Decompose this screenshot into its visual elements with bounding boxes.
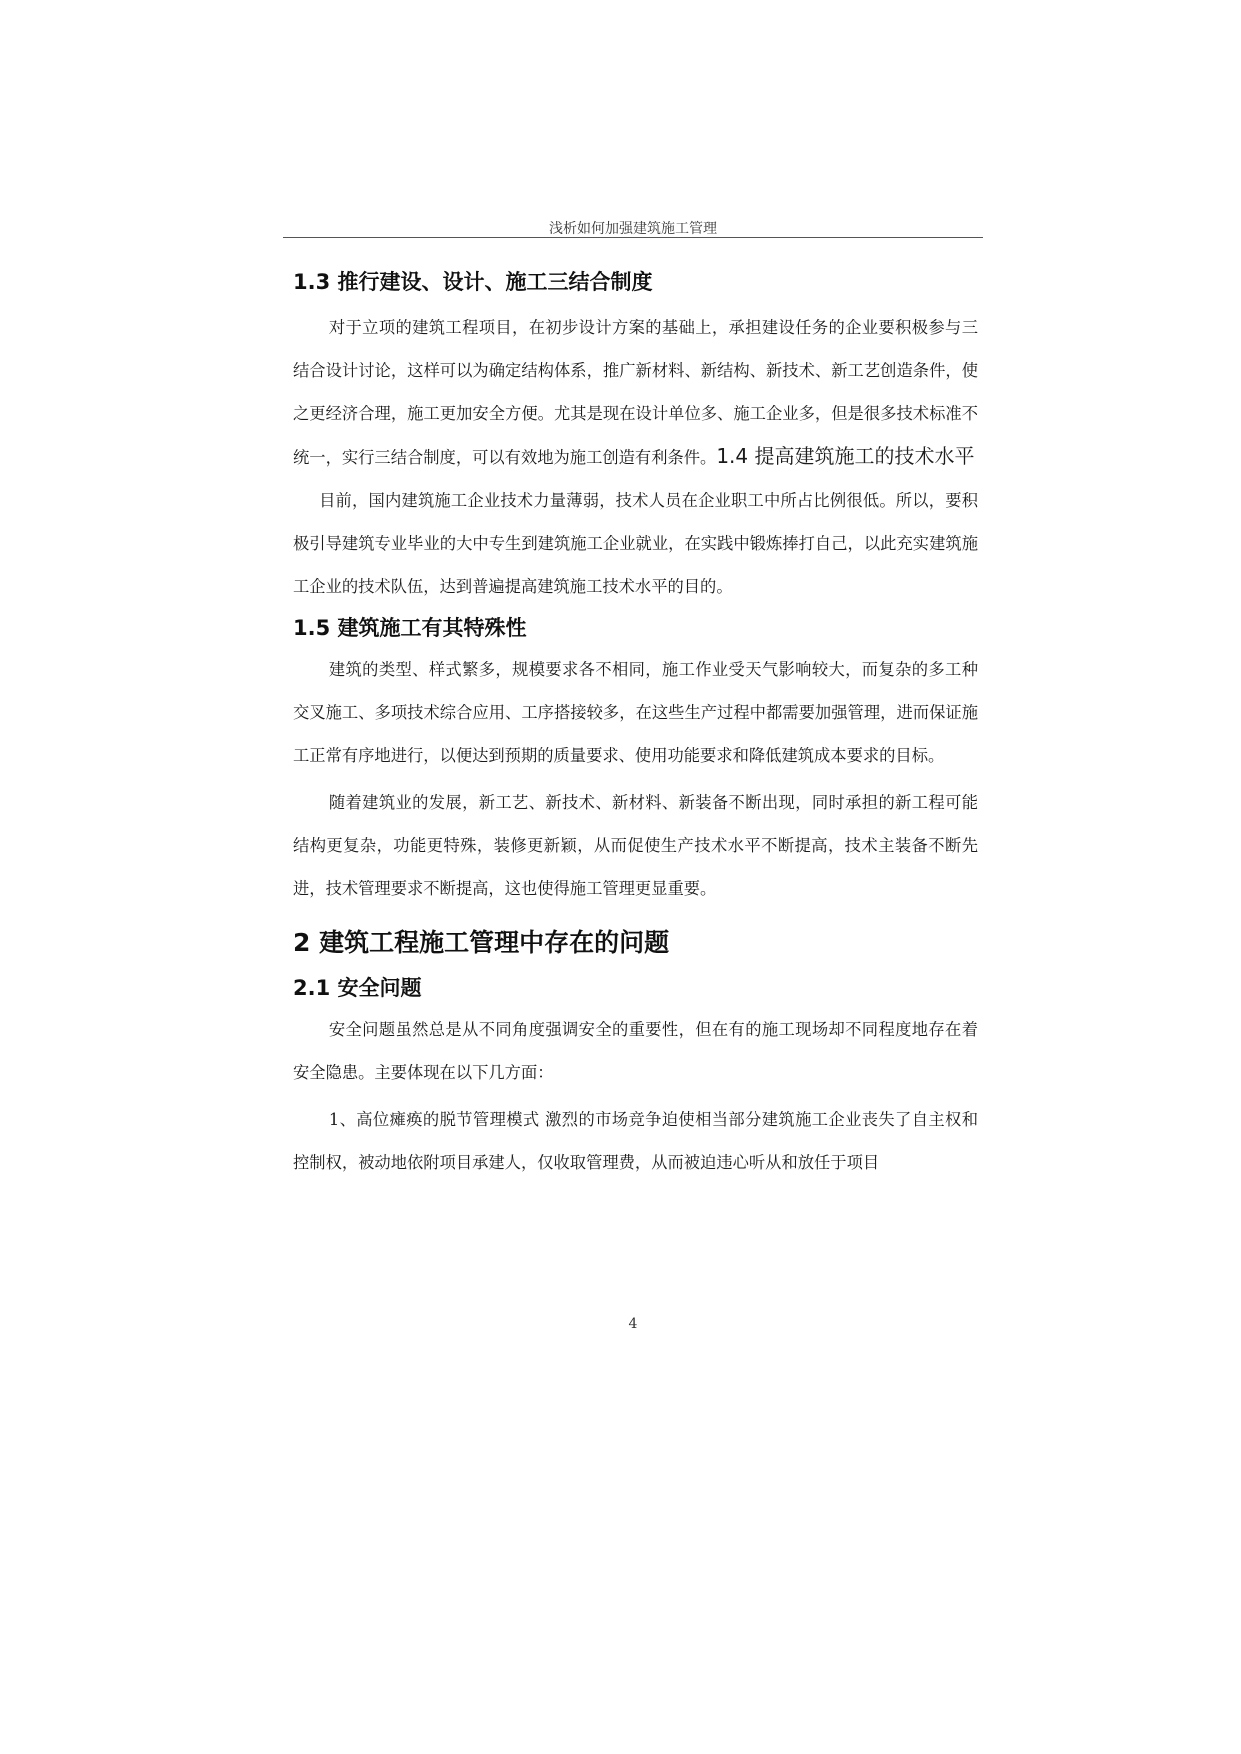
paragraph-2-1-b: 1、高位瘫痪的脱节管理模式 激烈的市场竞争迫使相当部分建筑施工企业丧失了自主权和控制权，被动地依附项目承建人，仅收取管理费，从而被迫违心听从和放任于项目 <box>293 1110 978 1172</box>
page-number: 4 <box>628 1316 638 1332</box>
section-heading-1-5: 1.5 建筑施工有其特殊性 <box>293 616 527 640</box>
section-heading-1-4-inline: 1.4 提高建筑施工的技术水平 <box>716 444 975 468</box>
running-header: 浅析如何加强建筑施工管理 <box>549 221 717 237</box>
chapter-heading-2: 2 建筑工程施工管理中存在的问题 <box>293 928 670 957</box>
header-divider <box>283 237 983 238</box>
section-heading-1-3: 1.3 推行建设、设计、施工三结合制度 <box>293 270 653 294</box>
page-body <box>293 262 978 1184</box>
paragraph-1-3 <box>293 306 978 479</box>
paragraph-1-4: 目前，国内建筑施工企业技术力量薄弱，技术人员在企业职工中所占比例很低。所以，要积极引导建筑专业毕业的大中专生到建筑施工企业就业，在实践中锻炼捧打自己，以此充实建筑施工企业的技术队伍，达到普遍提高建筑施工技术水平的目的。 <box>293 491 978 596</box>
paragraph-1-5-a: 建筑的类型、样式繁多，规模要求各不相同，施工作业受天气影响较大，而复杂的多工种交叉施工、多项技术综合应用、工序搭接较多，在这些生产过程中都需要加强管理，进而保证施工正常有序地进行，以便达到预期的质量要求、使用功能要求和降低建筑成本要求的目标。 <box>293 660 978 765</box>
paragraph-2-1-a: 安全问题虽然总是从不同角度强调安全的重要性，但在有的施工现场却不同程度地存在着安全隐患。主要体现在以下几方面： <box>293 1020 978 1082</box>
paragraph-1-5-b: 随着建筑业的发展，新工艺、新技术、新材料、新装备不断出现，同时承担的新工程可能结构更复杂，功能更特殊，装修更新颖，从而促使生产技术水平不断提高，技术主装备不断先进，技术管理要求不断提高，这也使得施工管理更显重要。 <box>293 793 978 898</box>
section-heading-2-1: 2.1 安全问题 <box>293 976 422 1000</box>
paragraph-1-3-text: 对于立项的建筑工程项目，在初步设计方案的基础上，承担建设任务的企业要积极参与三结合设计讨论，这样可以为确定结构体系，推广新材料、新结构、新技术、新工艺创造条件，使之更经济合理，施工更加安全方便。尤其是现在设计单位多、施工企业多，但是很多技术标准不统一，实行三结合制度，可以有效地为施工创造有利条件。 <box>293 318 978 467</box>
